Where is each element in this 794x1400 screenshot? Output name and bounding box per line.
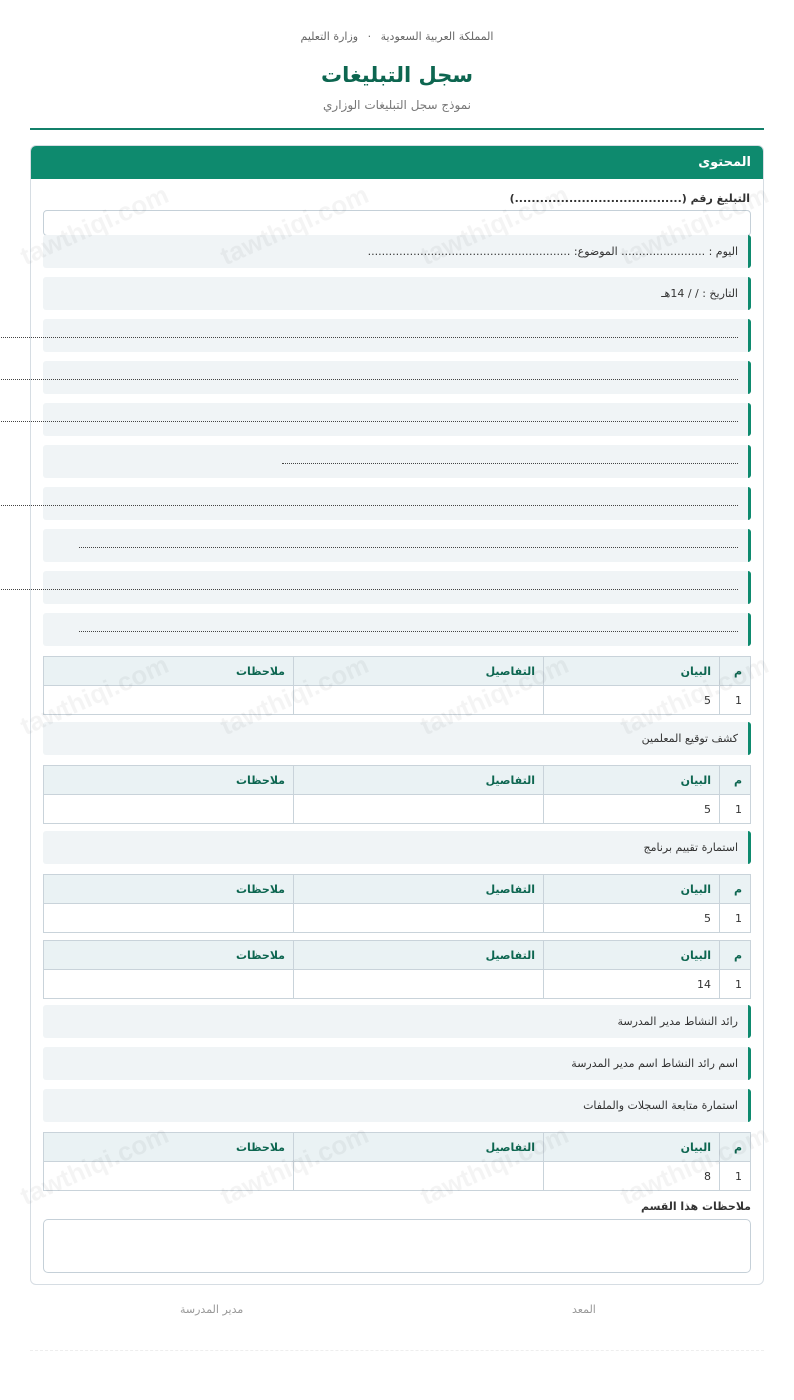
cell-notes[interactable]: [44, 904, 294, 933]
cell-num: 1: [720, 970, 751, 999]
data-table: [43, 656, 751, 715]
cell-num: 1: [720, 795, 751, 824]
col-header-statement: البيان: [544, 657, 720, 686]
dotted-line: [0, 379, 738, 380]
page-title: سجل التبليغات: [320, 63, 474, 87]
table-header-row: [44, 941, 751, 970]
data-table: [43, 940, 751, 999]
cell-statement[interactable]: 5: [544, 795, 720, 824]
cell-statement[interactable]: 5: [544, 686, 720, 715]
blank-line-row: [43, 361, 751, 394]
dotted-line: [282, 463, 738, 464]
cell-num: 1: [720, 904, 751, 933]
blank-line-row: [43, 613, 751, 646]
notice-number-label: التبليغ رقم (........................................): [509, 192, 750, 205]
data-table: [43, 874, 751, 933]
blank-line-row: [43, 487, 751, 520]
col-header-num: م: [720, 875, 751, 904]
table-row: [44, 970, 751, 999]
content-section: [30, 145, 764, 1285]
activity-leader-name-row: اسم رائد النشاط اسم مدير المدرسة: [43, 1047, 751, 1080]
col-header-notes: ملاحظات: [44, 657, 294, 686]
cell-details[interactable]: [294, 795, 544, 824]
col-header-notes: ملاحظات: [44, 941, 294, 970]
table-header-row: [44, 875, 751, 904]
dotted-line: [0, 505, 738, 506]
col-header-notes: ملاحظات: [44, 766, 294, 795]
records-followup-row: استمارة متابعة السجلات والملفات: [43, 1089, 751, 1122]
col-header-details: التفاصيل: [294, 875, 544, 904]
section-notes-textarea[interactable]: [43, 1219, 751, 1273]
separator-dot: ·: [367, 30, 372, 43]
table-header-row: [44, 1133, 751, 1162]
principal-signature-label: مدير المدرسة: [180, 1303, 244, 1316]
section-notes-label: ملاحظات هذا القسم: [640, 1200, 751, 1213]
cell-details[interactable]: [294, 970, 544, 999]
dotted-line: [79, 631, 738, 632]
data-table: [43, 765, 751, 824]
table-row: [44, 1162, 751, 1191]
cell-num: 1: [720, 686, 751, 715]
cell-notes[interactable]: [44, 970, 294, 999]
header-divider: [30, 128, 764, 130]
col-header-statement: البيان: [544, 766, 720, 795]
section-title: المحتوى: [31, 146, 763, 179]
col-header-statement: البيان: [544, 1133, 720, 1162]
notice-number-input[interactable]: [43, 210, 751, 236]
cell-notes[interactable]: [44, 686, 294, 715]
cell-details[interactable]: [294, 1162, 544, 1191]
table-header-row: [44, 657, 751, 686]
activity-leader-row: رائد النشاط مدير المدرسة: [43, 1005, 751, 1038]
page-subtitle: نموذج سجل التبليغات الوزاري: [323, 98, 471, 112]
preparer-signature-label: المعد: [572, 1303, 596, 1316]
col-header-details: التفاصيل: [294, 766, 544, 795]
cell-num: 1: [720, 1162, 751, 1191]
cell-notes[interactable]: [44, 795, 294, 824]
blank-line-row: [43, 403, 751, 436]
cell-details[interactable]: [294, 904, 544, 933]
kingdom-name: المملكة العربية السعودية: [380, 30, 494, 43]
col-header-num: م: [720, 657, 751, 686]
table-row: [44, 904, 751, 933]
ministry-name: وزارة التعليم: [300, 30, 359, 43]
blank-line-row: [43, 571, 751, 604]
cell-statement[interactable]: 8: [544, 1162, 720, 1191]
day-subject-row: اليوم : ........................ الموضوع: ..........................................................: [43, 235, 751, 268]
col-header-statement: البيان: [544, 875, 720, 904]
table-header-row: [44, 766, 751, 795]
table-row: [44, 686, 751, 715]
col-header-notes: ملاحظات: [44, 875, 294, 904]
blank-line-row: [43, 319, 751, 352]
col-header-num: م: [720, 766, 751, 795]
col-header-notes: ملاحظات: [44, 1133, 294, 1162]
table-row: [44, 795, 751, 824]
cell-statement[interactable]: 5: [544, 904, 720, 933]
data-table: [43, 1132, 751, 1191]
col-header-details: التفاصيل: [294, 657, 544, 686]
date-row: التاريخ : / / 14هـ: [43, 277, 751, 310]
cell-notes[interactable]: [44, 1162, 294, 1191]
dotted-line: [0, 337, 738, 338]
dotted-line: [79, 547, 738, 548]
col-header-num: م: [720, 941, 751, 970]
col-header-statement: البيان: [544, 941, 720, 970]
page-header: [0, 0, 794, 130]
program-evaluation-row: استمارة تقييم برنامج: [43, 831, 751, 864]
footer-divider: [30, 1350, 764, 1351]
dotted-line: [0, 421, 738, 422]
col-header-details: التفاصيل: [294, 1133, 544, 1162]
header-meta: [0, 28, 794, 46]
dotted-line: [0, 589, 738, 590]
blank-line-row: [43, 445, 751, 478]
blank-line-row: [43, 529, 751, 562]
teachers-signature-row: كشف توقيع المعلمين: [43, 722, 751, 755]
col-header-num: م: [720, 1133, 751, 1162]
cell-details[interactable]: [294, 686, 544, 715]
col-header-details: التفاصيل: [294, 941, 544, 970]
cell-statement[interactable]: 14: [544, 970, 720, 999]
